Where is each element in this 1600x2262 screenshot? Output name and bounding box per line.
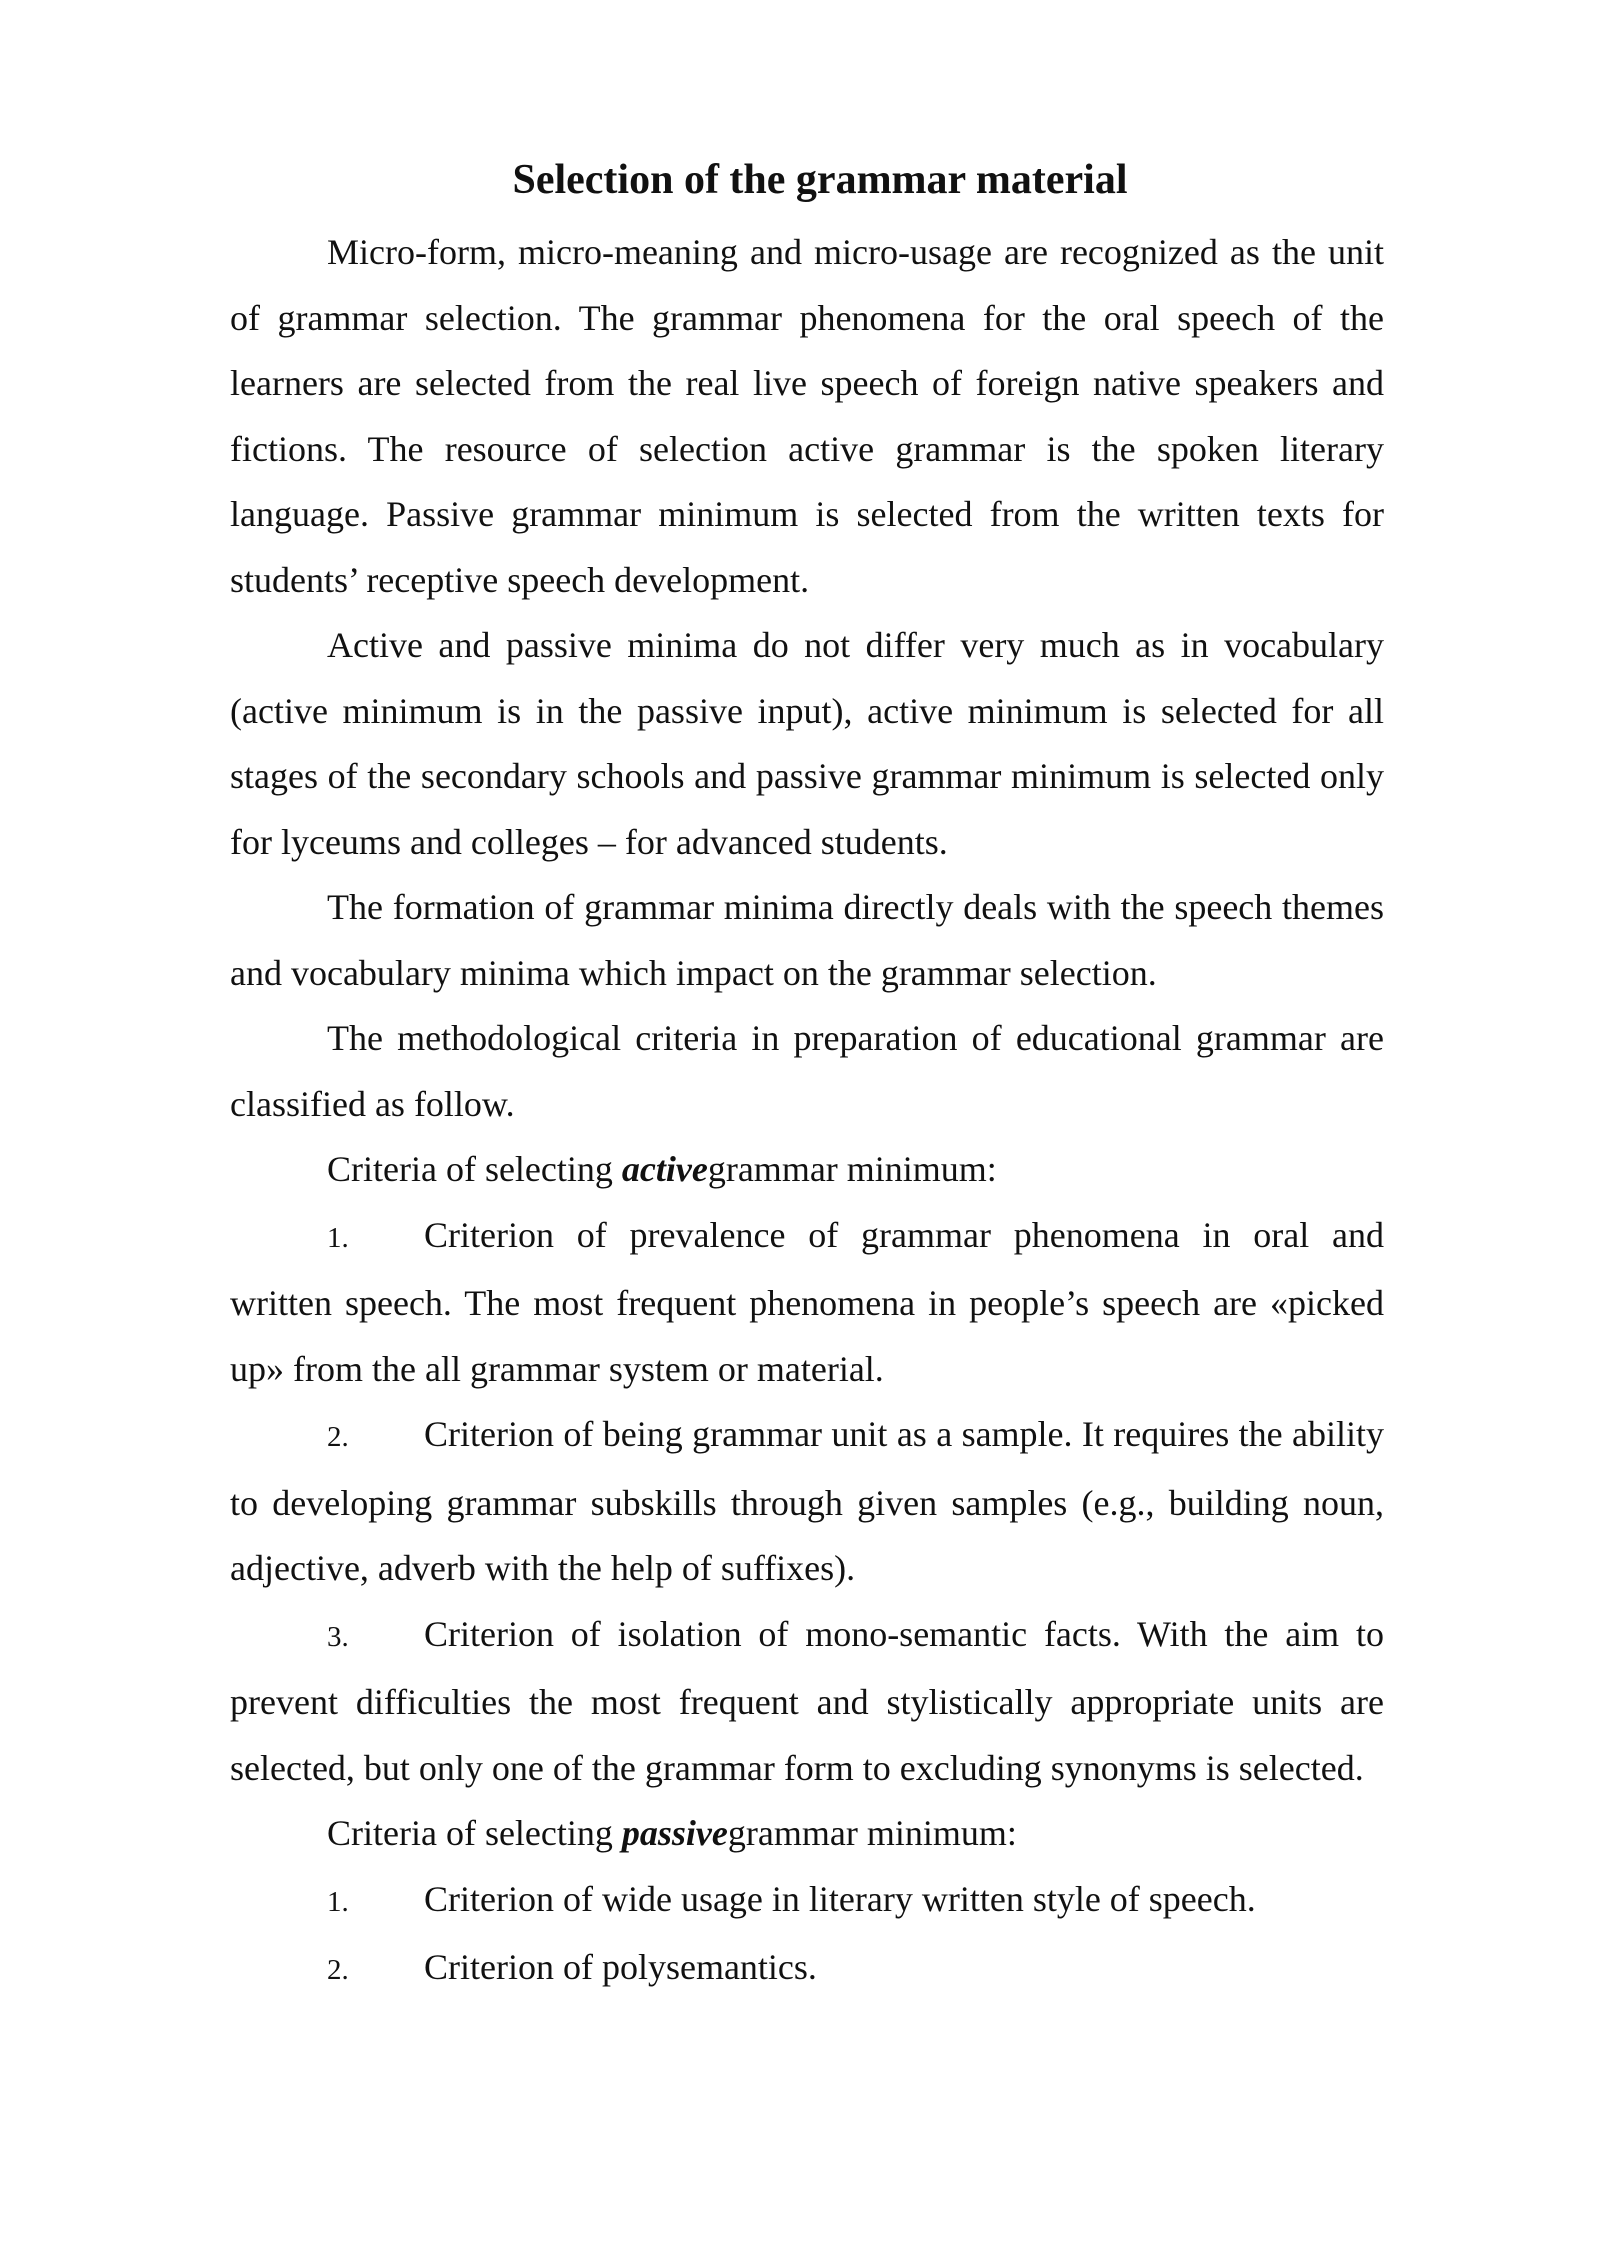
active-criterion-item	[230, 1402, 1384, 1602]
list-item-text: Criterion of isolation of mono-semantic facts. With the aim to prevent difficulties the most frequent and stylistically appropriate units are selected, but only one of the grammar form to excluding synonyms is selected.	[230, 1613, 1384, 1788]
active-criterion-item	[230, 1602, 1384, 1802]
heading-suffix: grammar minimum:	[727, 1813, 1017, 1853]
list-number: 2.	[327, 1421, 349, 1453]
paragraph-active-passive-minima: Active and passive minima do not differ very much as in vocabulary (active minimum is in the passive input), active minimum is selected for all stages of the secondary schools and passive grammar minimum is selected only for lyceums and colleges – for advanced students.	[230, 625, 1384, 862]
heading-suffix: grammar minimum:	[707, 1149, 997, 1189]
paragraph-formation-of-minima: The formation of grammar minima directly deals with the speech themes and vocabulary minima which impact on the grammar selection.	[230, 887, 1384, 993]
passive-criterion-item	[230, 1867, 1384, 1936]
active-criterion-item	[230, 1203, 1384, 1403]
list-item-text: Criterion of polysemantics.	[424, 1947, 817, 1987]
passive-criteria-heading	[230, 1801, 1384, 1867]
list-number: 1.	[327, 1885, 349, 1918]
heading-prefix: Criteria of selecting	[327, 1149, 622, 1189]
passive-criterion-item	[230, 1935, 1384, 2004]
list-item-text: Criterion of being grammar unit as a sample. It requires the ability to developing grammar subskills through given samples (e.g., building noun, adjective, adverb with the help of suffixes).	[230, 1414, 1384, 1588]
heading-prefix: Criteria of selecting	[327, 1813, 622, 1853]
paragraph-unit-of-selection: Micro-form, micro-meaning and micro-usage are recognized as the unit of grammar selection. The grammar phenomena for the oral speech of the learners are selected from the real live speech of foreign native speakers and fictions. The resource of selection active grammar is the spoken literary language. Passive grammar minimum is selected from the written texts for students’ receptive speech development.	[230, 232, 1384, 600]
heading-emphasis: passive	[621, 1813, 728, 1853]
list-item-text: Criterion of wide usage in literary written style of speech.	[424, 1878, 1256, 1919]
list-number: 1.	[327, 1221, 349, 1254]
paragraph-methodological-criteria: The methodological criteria in preparation of educational grammar are classified as follow.	[230, 1018, 1384, 1124]
document-body	[230, 220, 1384, 2004]
list-number: 2.	[327, 1954, 349, 1986]
list-item-text: Criterion of prevalence of grammar phenomena in oral and written speech. The most frequent phenomena in people’s speech are «picked up» from the all grammar system or material.	[230, 1214, 1384, 1389]
list-number: 3.	[327, 1620, 349, 1653]
active-criteria-heading	[230, 1137, 1384, 1203]
page-title: Selection of the grammar material	[512, 157, 1128, 203]
heading-emphasis: active	[621, 1149, 708, 1189]
